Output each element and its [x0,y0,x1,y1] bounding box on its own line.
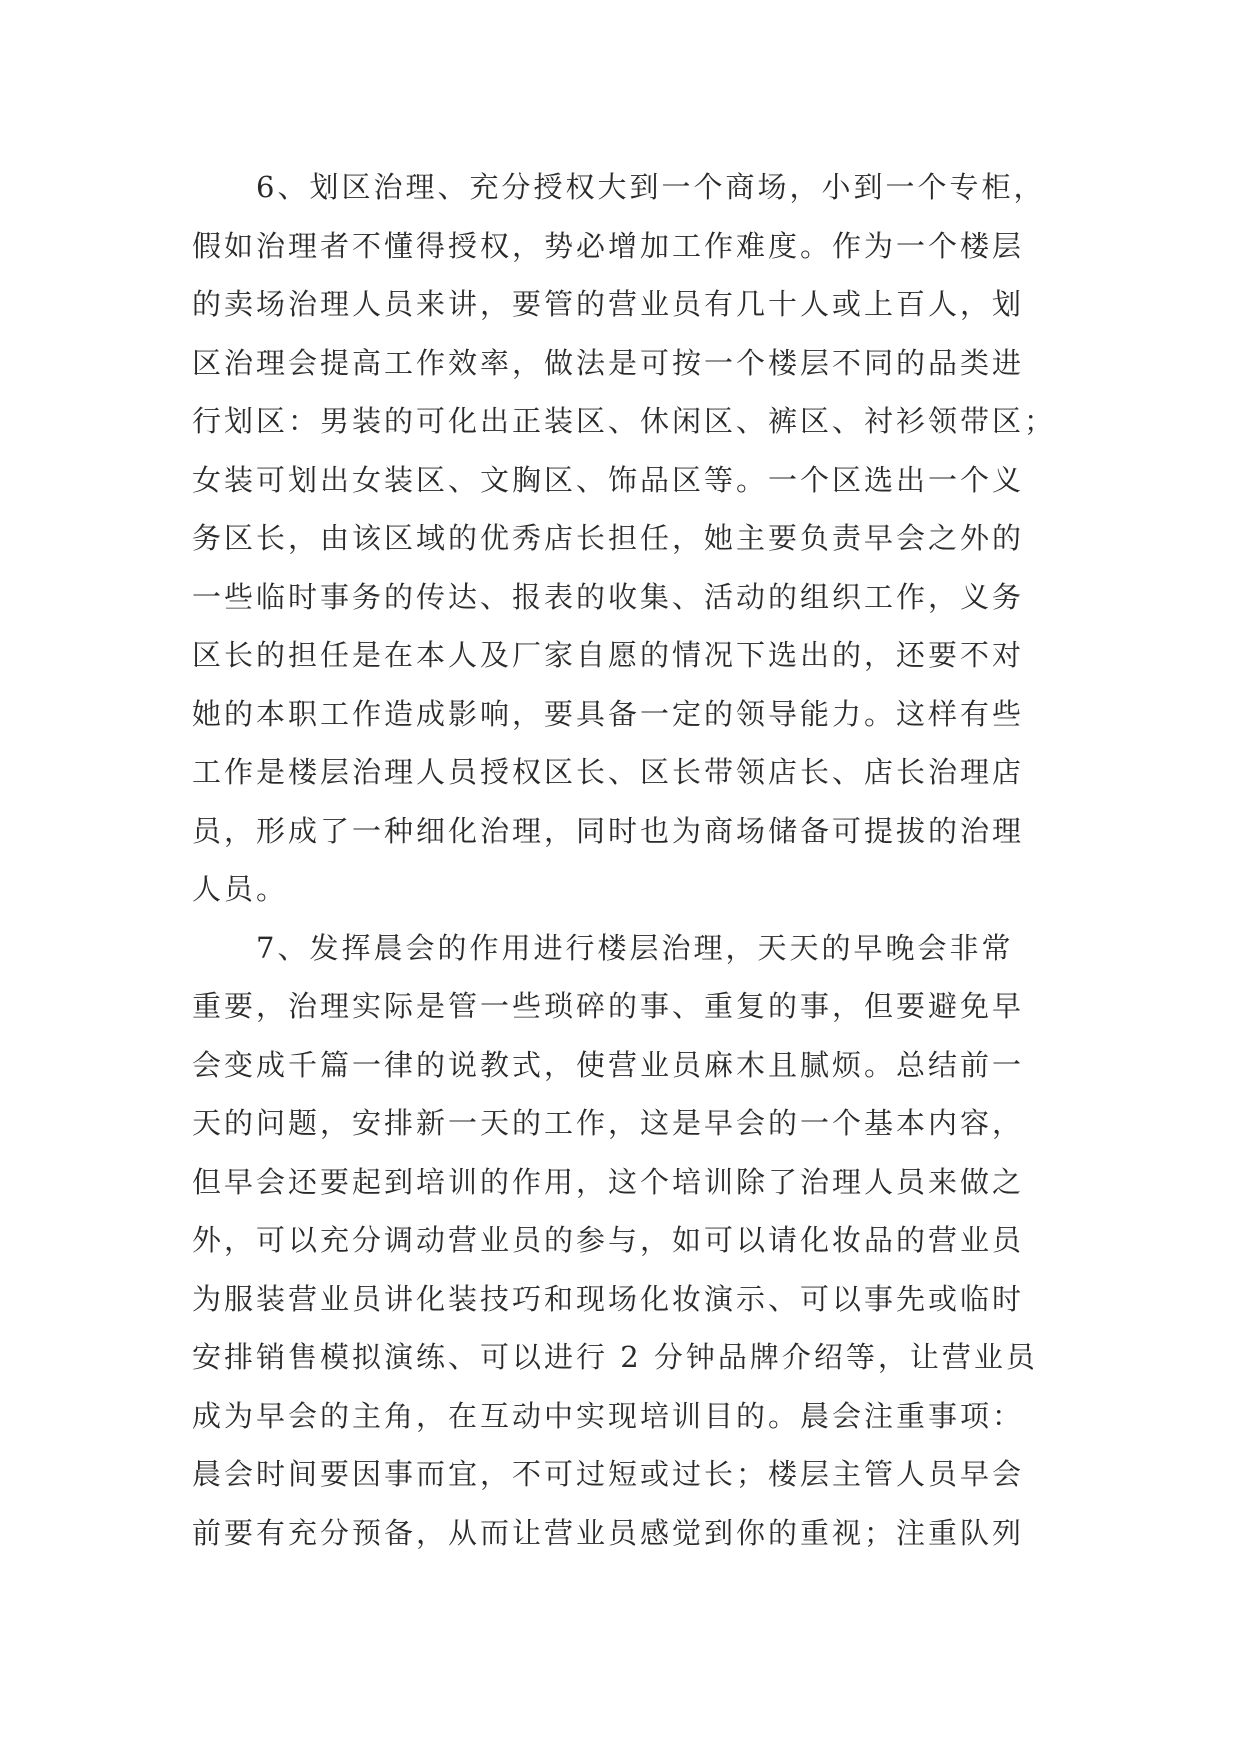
text-line: 7、发挥晨会的作用进行楼层治理，天天的早晚会非常 [256,930,1014,965]
text-line: 晨会时间要因事而宜，不可过短或过长；楼层主管人员早会 [192,1457,1025,1491]
paragraph-7 [192,919,1062,1563]
text-line: 务区长，由该区域的优秀店长担任，她主要负责早会之外的 [192,521,1025,555]
text-line: 前要有充分预备，从而让营业员感觉到你的重视；注重队列 [192,1515,1025,1550]
text-line: 人员。 [192,872,289,906]
text-line: 安排销售模拟演练、可以进行 2 分钟品牌介绍等，让营业员 [192,1340,1038,1374]
text-line: 员，形成了一种细化治理，同时也为商场储备可提拔的治理 [192,813,1025,848]
text-line: 会变成千篇一律的说教式，使营业员麻木且腻烦。总结前一 [192,1047,1025,1082]
text-line: 重要，治理实际是管一些琐碎的事、重复的事，但要避免早 [192,989,1025,1023]
text-line: 的卖场治理人员来讲，要管的营业员有几十人或上百人，划 [192,287,1025,321]
text-line: 一些临时事务的传达、报表的收集、活动的组织工作，义务 [192,579,1025,614]
text-line: 6、划区治理、充分授权大到一个商场，小到一个专柜， [256,170,1046,204]
paragraph-6 [192,158,1062,919]
text-line: 她的本职工作造成影响，要具备一定的领导能力。这样有些 [192,696,1025,731]
text-line: 外，可以充分调动营业员的参与，如可以请化妆品的营业员 [192,1223,1025,1257]
text-line: 天的问题，安排新一天的工作，这是早会的一个基本内容， [192,1106,1025,1140]
text-line: 为服装营业员讲化装技巧和现场化妆演示、可以事先或临时 [192,1281,1025,1316]
text-line: 区长的担任是在本人及厂家自愿的情况下选出的，还要不对 [192,638,1025,672]
text-line: 假如治理者不懂得授权，势必增加工作难度。作为一个楼层 [192,228,1025,263]
text-line: 行划区：男装的可化出正装区、休闲区、裤区、衬衫领带区； [192,404,1057,438]
text-line: 但早会还要起到培训的作用，这个培训除了治理人员来做之 [192,1164,1025,1199]
text-line: 区治理会提高工作效率，做法是可按一个楼层不同的品类进 [192,345,1025,380]
text-line: 成为早会的主角，在互动中实现培训目的。晨会注重事项： [192,1398,1025,1433]
text-line: 工作是楼层治理人员授权区长、区长带领店长、店长治理店 [192,755,1025,789]
document-body [192,158,1062,1562]
text-line: 女装可划出女装区、文胸区、饰品区等。一个区选出一个义 [192,462,1025,497]
